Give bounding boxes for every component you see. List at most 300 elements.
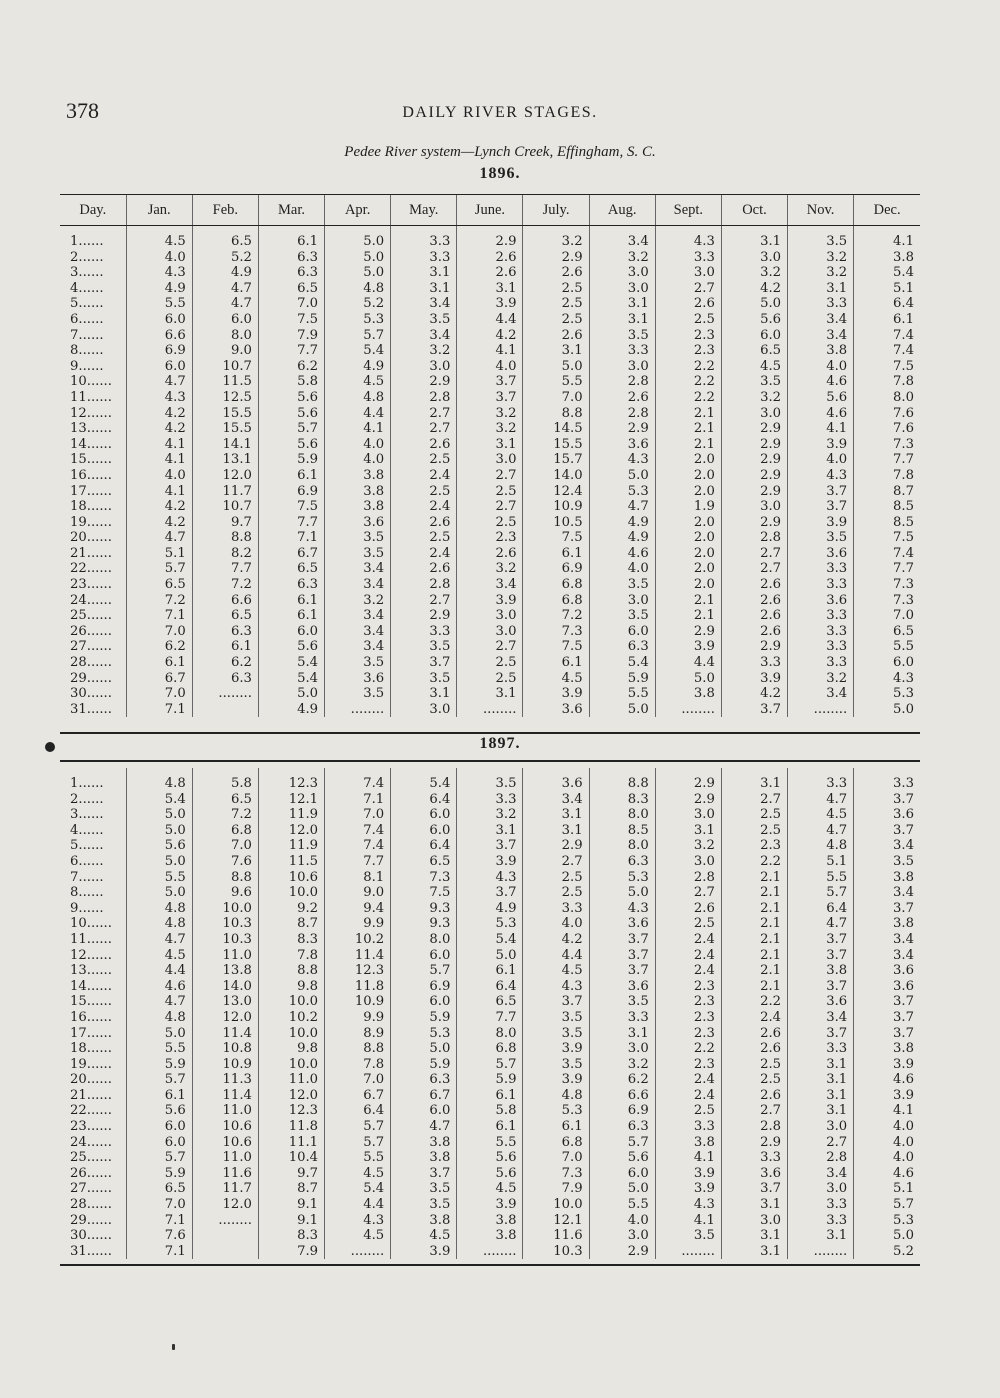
day-cell <box>60 807 126 823</box>
stage-value: 3.1 <box>523 807 589 823</box>
stage-value: 5.7 <box>258 421 324 437</box>
stage-value: 3.5 <box>457 768 523 792</box>
stage-value: 5.3 <box>457 916 523 932</box>
day-number: 8 <box>70 885 79 901</box>
table-row <box>60 854 920 870</box>
stage-value: 2.9 <box>391 608 457 624</box>
stage-value: 3.2 <box>457 561 523 577</box>
table-row <box>60 979 920 995</box>
day-number: 21 <box>70 545 87 561</box>
stage-value: 9.1 <box>258 1197 324 1213</box>
day-number: 15 <box>70 994 87 1010</box>
stage-value: 9.8 <box>258 1041 324 1057</box>
stage-value: 11.0 <box>258 1072 324 1088</box>
stage-value: 3.7 <box>854 1010 920 1026</box>
stage-value: 2.7 <box>391 593 457 609</box>
stage-value: 4.0 <box>589 1213 655 1229</box>
table-row <box>60 593 920 609</box>
leader-dots: ...... <box>86 1119 112 1135</box>
stage-value: 12.0 <box>192 1010 258 1026</box>
stage-value: 3.0 <box>655 265 721 281</box>
page-number: 378 <box>66 98 99 123</box>
leader-dots: ...... <box>78 296 104 312</box>
stage-value: 9.8 <box>258 979 324 995</box>
day-number: 16 <box>70 467 87 483</box>
column-header: Aug. <box>589 195 655 226</box>
day-cell <box>60 328 126 344</box>
stage-value: 7.1 <box>126 608 192 624</box>
leader-dots: ...... <box>86 1134 112 1150</box>
table-row <box>60 702 920 718</box>
stage-value: 2.7 <box>788 1135 854 1151</box>
stage-value: 2.9 <box>721 452 787 468</box>
stage-value: 8.3 <box>589 792 655 808</box>
stage-value: 7.0 <box>126 1197 192 1213</box>
stage-value: 8.7 <box>258 1181 324 1197</box>
stage-value: 11.0 <box>192 948 258 964</box>
stage-value: 5.8 <box>457 1103 523 1119</box>
stage-value: 2.6 <box>589 390 655 406</box>
stage-value: 4.4 <box>325 1197 391 1213</box>
stage-value: 4.2 <box>126 515 192 531</box>
stage-value: 2.4 <box>655 963 721 979</box>
stage-value: 3.3 <box>788 639 854 655</box>
stage-value: 4.8 <box>325 390 391 406</box>
stage-value: 3.7 <box>721 1181 787 1197</box>
day-cell <box>60 854 126 870</box>
leader-dots: ...... <box>86 545 112 561</box>
stage-value: 6.7 <box>126 671 192 687</box>
day-cell <box>60 948 126 964</box>
day-number: 19 <box>70 514 87 530</box>
stage-value: 12.3 <box>258 1103 324 1119</box>
stage-value: 11.5 <box>192 374 258 390</box>
stage-value: 6.9 <box>589 1103 655 1119</box>
stage-value: 2.4 <box>655 948 721 964</box>
stage-value: 10.2 <box>258 1010 324 1026</box>
stage-value: 4.7 <box>126 932 192 948</box>
stage-value: 8.0 <box>589 807 655 823</box>
stage-value: 4.9 <box>192 265 258 281</box>
stage-value: 8.7 <box>258 916 324 932</box>
stage-value: 4.1 <box>325 421 391 437</box>
stage-value: 2.4 <box>391 468 457 484</box>
stage-value: 3.7 <box>457 885 523 901</box>
stage-value: 5.9 <box>258 452 324 468</box>
stage-value: 3.1 <box>589 1026 655 1042</box>
stage-value: 7.7 <box>258 515 324 531</box>
stage-value: 5.9 <box>391 1057 457 1073</box>
stage-value: 4.0 <box>788 359 854 375</box>
leader-dots: ...... <box>86 483 112 499</box>
stage-value: 12.1 <box>523 1213 589 1229</box>
stage-value: 3.9 <box>721 671 787 687</box>
stage-value: 3.3 <box>788 1197 854 1213</box>
column-header: May. <box>391 195 457 226</box>
stage-value: 5.5 <box>788 870 854 886</box>
stage-value: 4.9 <box>126 281 192 297</box>
table-row <box>60 561 920 577</box>
stage-value: 5.3 <box>325 312 391 328</box>
leader-dots: ...... <box>86 1181 112 1197</box>
stage-value: 7.1 <box>325 792 391 808</box>
stage-value: 2.1 <box>721 901 787 917</box>
stage-value: 2.8 <box>721 1119 787 1135</box>
stage-value: 3.1 <box>721 226 787 250</box>
day-number: 8 <box>70 343 79 359</box>
stage-value: 2.9 <box>391 374 457 390</box>
stage-value: 12.0 <box>192 1197 258 1213</box>
stage-value: 10.0 <box>192 901 258 917</box>
stage-value: 10.7 <box>192 359 258 375</box>
stage-value: 2.1 <box>655 608 721 624</box>
table-row <box>60 792 920 808</box>
stage-value: 6.5 <box>258 561 324 577</box>
stage-value: 6.1 <box>258 608 324 624</box>
stage-value: 5.0 <box>589 702 655 718</box>
day-number: 2 <box>70 791 79 807</box>
stage-value: 3.5 <box>523 1057 589 1073</box>
stage-value: 6.5 <box>126 577 192 593</box>
stage-value: 6.3 <box>589 639 655 655</box>
stage-value: 3.6 <box>589 437 655 453</box>
stage-value: 6.0 <box>126 359 192 375</box>
day-number: 23 <box>70 577 87 593</box>
stage-value: 3.2 <box>721 390 787 406</box>
stage-value: 3.1 <box>788 1088 854 1104</box>
stage-value: 3.9 <box>391 1244 457 1260</box>
stage-value: 2.0 <box>655 484 721 500</box>
stage-value: 7.2 <box>523 608 589 624</box>
table-row <box>60 885 920 901</box>
stage-value: 7.0 <box>325 807 391 823</box>
stage-value: 4.7 <box>192 296 258 312</box>
stage-value: 3.0 <box>788 1181 854 1197</box>
stage-value: 3.1 <box>523 343 589 359</box>
stage-value: 3.1 <box>788 1072 854 1088</box>
stage-value: 4.5 <box>325 374 391 390</box>
day-number: 7 <box>70 327 79 343</box>
stage-value: 2.5 <box>457 484 523 500</box>
stage-value: 3.5 <box>391 1181 457 1197</box>
stage-value: 3.2 <box>788 265 854 281</box>
day-number: 4 <box>70 280 79 296</box>
day-cell <box>60 1026 126 1042</box>
stage-value: 3.8 <box>325 468 391 484</box>
stage-value: 5.6 <box>457 1150 523 1166</box>
stage-value: 10.0 <box>258 1057 324 1073</box>
leader-dots: ...... <box>86 405 112 421</box>
stage-value: 2.5 <box>523 281 589 297</box>
stage-value: 8.8 <box>589 768 655 792</box>
day-cell <box>60 963 126 979</box>
leader-dots: ...... <box>86 686 112 702</box>
table-body <box>60 768 920 1259</box>
day-number: 17 <box>70 1025 87 1041</box>
leader-dots: ...... <box>86 947 112 963</box>
table-row <box>60 1041 920 1057</box>
stage-value: 5.1 <box>854 281 920 297</box>
stage-value: 15.5 <box>192 421 258 437</box>
stage-value: 2.1 <box>721 916 787 932</box>
stage-value: 3.6 <box>854 963 920 979</box>
empty-cell: ........ <box>325 702 391 718</box>
stage-value: 5.3 <box>391 1026 457 1042</box>
stage-value: 6.9 <box>391 979 457 995</box>
stage-value: 6.9 <box>126 343 192 359</box>
stage-value: 6.1 <box>523 546 589 562</box>
stage-value: 7.2 <box>192 577 258 593</box>
stage-value: 6.5 <box>192 792 258 808</box>
stage-value: 5.6 <box>258 390 324 406</box>
stage-value: 12.3 <box>258 768 324 792</box>
stage-value: 3.2 <box>523 226 589 250</box>
stage-value: 8.5 <box>589 823 655 839</box>
day-cell <box>60 265 126 281</box>
stage-value: 3.8 <box>854 916 920 932</box>
stage-value: 4.2 <box>457 328 523 344</box>
stage-value: 3.0 <box>589 1041 655 1057</box>
day-number: 9 <box>70 900 79 916</box>
stage-value: 3.6 <box>589 916 655 932</box>
day-number: 24 <box>70 592 87 608</box>
table-row <box>60 374 920 390</box>
stage-value: 3.3 <box>788 655 854 671</box>
table-row <box>60 468 920 484</box>
stage-value: 3.5 <box>721 374 787 390</box>
stage-value: 5.3 <box>854 686 920 702</box>
day-number: 24 <box>70 1134 87 1150</box>
day-cell <box>60 608 126 624</box>
stage-value: 3.1 <box>721 1244 787 1260</box>
stage-value: 14.5 <box>523 421 589 437</box>
day-number: 6 <box>70 311 79 327</box>
stage-value: 2.0 <box>655 515 721 531</box>
stage-value: 4.5 <box>523 671 589 687</box>
stage-value: 2.5 <box>655 312 721 328</box>
stage-value: 7.7 <box>192 561 258 577</box>
stage-value: 5.4 <box>258 671 324 687</box>
stage-value: 3.2 <box>391 343 457 359</box>
stage-value: 3.5 <box>854 854 920 870</box>
stage-value: 7.1 <box>258 530 324 546</box>
stage-value: 2.5 <box>523 885 589 901</box>
stage-value: 3.8 <box>325 499 391 515</box>
stage-value: 3.0 <box>589 281 655 297</box>
stage-value: 5.7 <box>325 328 391 344</box>
stage-value: 3.4 <box>788 1010 854 1026</box>
day-cell <box>60 768 126 792</box>
stage-value: 7.4 <box>854 546 920 562</box>
stage-value: 5.4 <box>325 1181 391 1197</box>
stage-value: 7.0 <box>126 686 192 702</box>
stage-value: 2.6 <box>721 1041 787 1057</box>
day-number: 6 <box>70 853 79 869</box>
table-row <box>60 624 920 640</box>
stage-value: 3.4 <box>854 948 920 964</box>
leader-dots: ...... <box>86 1197 112 1213</box>
stage-value: 6.4 <box>788 901 854 917</box>
stage-value: 7.8 <box>854 374 920 390</box>
stage-value: 3.9 <box>457 1197 523 1213</box>
day-cell <box>60 1228 126 1244</box>
leader-dots: ...... <box>86 994 112 1010</box>
stage-value: 3.1 <box>788 281 854 297</box>
leader-dots: ...... <box>86 670 112 686</box>
stage-value: 6.3 <box>391 1072 457 1088</box>
stage-value: 5.4 <box>126 792 192 808</box>
stage-value: 4.5 <box>721 359 787 375</box>
stage-value: 2.8 <box>721 530 787 546</box>
stage-value: 11.9 <box>258 838 324 854</box>
stage-value: 4.3 <box>457 870 523 886</box>
stage-value: 2.3 <box>655 994 721 1010</box>
stage-value: 2.3 <box>721 838 787 854</box>
leader-dots: ...... <box>86 1103 112 1119</box>
stage-value: 3.7 <box>589 948 655 964</box>
day-number: 5 <box>70 296 79 312</box>
table-row <box>60 608 920 624</box>
stage-value: 3.6 <box>325 515 391 531</box>
stage-value: 7.5 <box>258 499 324 515</box>
day-number: 15 <box>70 452 87 468</box>
stage-value: 5.7 <box>126 561 192 577</box>
stage-value: 11.4 <box>325 948 391 964</box>
stage-value: 6.1 <box>854 312 920 328</box>
day-cell <box>60 312 126 328</box>
stage-value: 2.9 <box>721 484 787 500</box>
leader-dots: ...... <box>86 608 112 624</box>
stage-value: 4.6 <box>854 1166 920 1182</box>
stage-value: 2.7 <box>721 561 787 577</box>
stage-value: 10.8 <box>192 1041 258 1057</box>
stage-value: 5.4 <box>325 343 391 359</box>
stage-value: 7.9 <box>258 328 324 344</box>
stage-value: 2.0 <box>655 546 721 562</box>
stage-value: 6.0 <box>589 624 655 640</box>
stage-value: 4.6 <box>788 406 854 422</box>
stage-value: 2.7 <box>655 885 721 901</box>
stage-value: 6.3 <box>258 577 324 593</box>
leader-dots: ...... <box>86 931 112 947</box>
stage-value: 5.4 <box>258 655 324 671</box>
table-bottom-rule <box>60 1264 920 1266</box>
day-number: 12 <box>70 947 87 963</box>
stage-value: 5.6 <box>258 639 324 655</box>
day-cell <box>60 1119 126 1135</box>
stage-value: 6.5 <box>457 994 523 1010</box>
stage-value: 7.9 <box>258 1244 324 1260</box>
stage-value: 4.5 <box>126 948 192 964</box>
stage-value: 4.9 <box>589 530 655 546</box>
stage-value: 3.7 <box>788 948 854 964</box>
column-header: Nov. <box>788 195 854 226</box>
empty-cell: ........ <box>192 1213 258 1229</box>
stage-value: 3.1 <box>721 1228 787 1244</box>
stage-value: 2.1 <box>655 406 721 422</box>
stage-value: 3.1 <box>391 281 457 297</box>
day-cell <box>60 226 126 250</box>
page-speck <box>172 1344 175 1350</box>
day-number: 10 <box>70 916 87 932</box>
stage-value: 6.1 <box>258 468 324 484</box>
stage-value: 2.4 <box>391 499 457 515</box>
stage-value: 6.7 <box>391 1088 457 1104</box>
stage-value: 3.8 <box>788 963 854 979</box>
stage-value: 14.0 <box>192 979 258 995</box>
stage-value: 2.1 <box>655 437 721 453</box>
day-number: 17 <box>70 483 87 499</box>
stage-value: 5.3 <box>589 870 655 886</box>
stage-value: 3.5 <box>523 1026 589 1042</box>
stage-value: 5.6 <box>788 390 854 406</box>
stage-value: 7.4 <box>325 838 391 854</box>
stage-value: 3.0 <box>655 807 721 823</box>
stage-value: 12.1 <box>258 792 324 808</box>
stage-value: 9.2 <box>258 901 324 917</box>
day-number: 19 <box>70 1056 87 1072</box>
stage-value: 2.6 <box>391 437 457 453</box>
empty-cell: ........ <box>457 1244 523 1260</box>
stage-value: 2.8 <box>391 390 457 406</box>
stage-value: 3.4 <box>523 792 589 808</box>
day-cell <box>60 1244 126 1260</box>
table-row <box>60 1181 920 1197</box>
table-row <box>60 250 920 266</box>
stage-value: 4.5 <box>788 807 854 823</box>
stage-value: 3.8 <box>457 1213 523 1229</box>
stage-value: 11.7 <box>192 1181 258 1197</box>
table-row <box>60 499 920 515</box>
table-body <box>60 226 920 718</box>
stage-value: 3.6 <box>523 768 589 792</box>
stage-value: 4.3 <box>589 452 655 468</box>
leader-dots: ...... <box>86 436 112 452</box>
stage-value: 7.3 <box>854 437 920 453</box>
stage-value: 3.5 <box>655 1228 721 1244</box>
stage-value: 5.6 <box>589 1150 655 1166</box>
stage-value: 6.4 <box>457 979 523 995</box>
stage-value: 3.8 <box>325 484 391 500</box>
stage-value: 7.2 <box>192 807 258 823</box>
stage-value: 3.3 <box>655 1119 721 1135</box>
stage-value: 2.6 <box>655 296 721 312</box>
stage-value: 6.1 <box>258 593 324 609</box>
stage-value: 6.3 <box>192 671 258 687</box>
stage-value: 4.2 <box>126 421 192 437</box>
stage-value: 11.4 <box>192 1088 258 1104</box>
stage-value: 5.9 <box>126 1166 192 1182</box>
day-number: 29 <box>70 670 87 686</box>
stage-value: 3.5 <box>788 530 854 546</box>
stage-value: 4.5 <box>457 1181 523 1197</box>
leader-dots: ...... <box>86 963 112 979</box>
stage-value: 6.5 <box>854 624 920 640</box>
stage-value: 6.4 <box>325 1103 391 1119</box>
day-number: 9 <box>70 358 79 374</box>
stage-value: 5.6 <box>457 1166 523 1182</box>
table-row <box>60 296 920 312</box>
stage-value: 3.1 <box>457 281 523 297</box>
stage-value: 2.9 <box>721 421 787 437</box>
leader-dots: ...... <box>86 1056 112 1072</box>
stage-value: 4.4 <box>655 655 721 671</box>
leader-dots: ...... <box>86 1087 112 1103</box>
year-heading-1896: 1896. <box>479 165 521 182</box>
stage-value: 5.0 <box>457 948 523 964</box>
table-row <box>60 1088 920 1104</box>
stage-value: 6.1 <box>457 1088 523 1104</box>
